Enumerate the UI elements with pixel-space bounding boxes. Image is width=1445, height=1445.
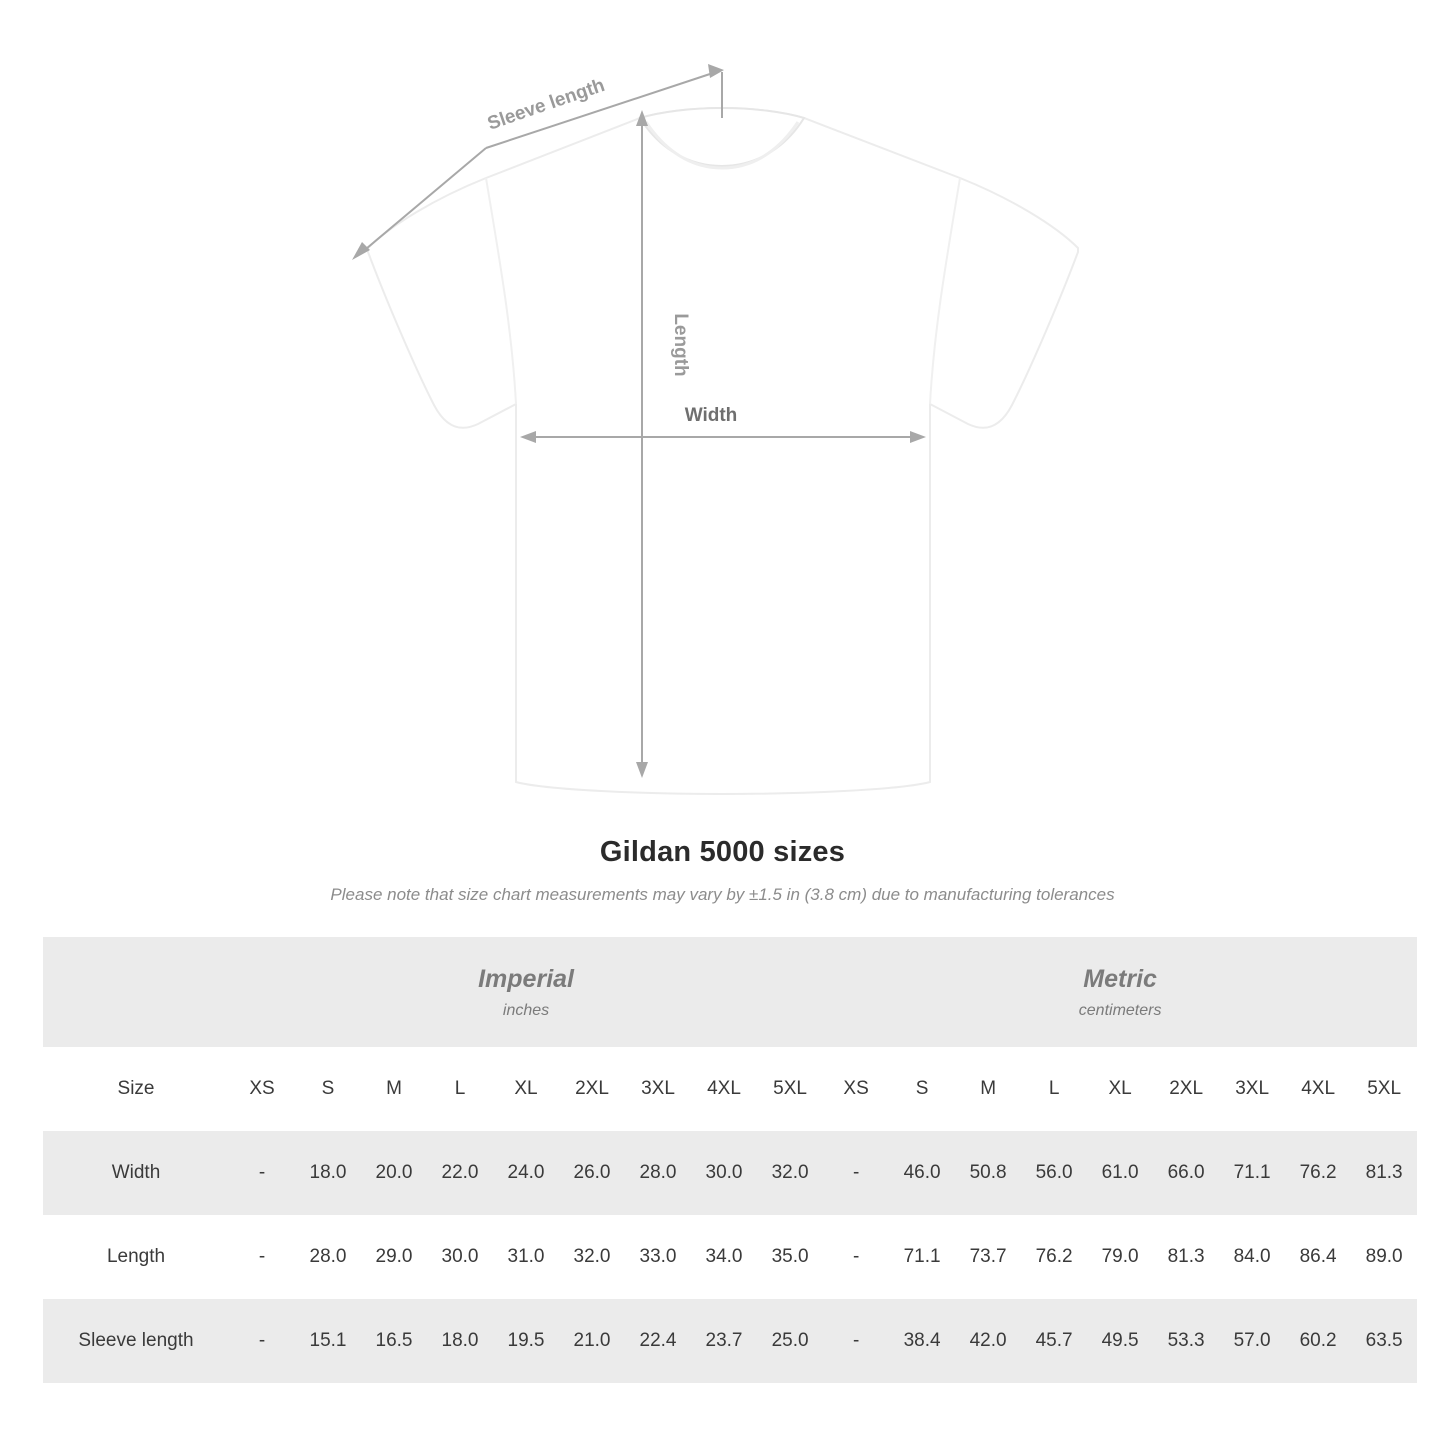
- cell-width-metric-3xl: 71.1: [1219, 1131, 1285, 1215]
- cell-width-metric-5xl: 81.3: [1351, 1131, 1417, 1215]
- cell-sleeve-metric-5xl: 63.5: [1351, 1299, 1417, 1383]
- page-title: Gildan 5000 sizes: [599, 836, 846, 868]
- shirt-body: [368, 108, 1078, 794]
- size-header-imperial-5xl: 5XL: [757, 1047, 823, 1131]
- cell-length-metric-5xl: 89.0: [1351, 1215, 1417, 1299]
- cell-sleeve-metric-l: 45.7: [1021, 1299, 1087, 1383]
- table-row: [43, 1131, 1417, 1215]
- cell-width-metric-m: 50.8: [955, 1131, 1021, 1215]
- size-header-imperial-2xl: 2XL: [559, 1047, 625, 1131]
- svg-text:Width: Width: [684, 405, 738, 426]
- cell-length-metric-s: 71.1: [889, 1215, 955, 1299]
- cell-length-metric-xl: 79.0: [1087, 1215, 1153, 1299]
- table-row: [43, 1299, 1417, 1383]
- cell-length-imperial-s: 28.0: [295, 1215, 361, 1299]
- cell-width-imperial-2xl: 26.0: [559, 1131, 625, 1215]
- cell-width-metric-xl: 61.0: [1087, 1131, 1153, 1215]
- size-header-metric-xl: XL: [1087, 1047, 1153, 1131]
- row-label-length: Length: [43, 1215, 229, 1299]
- cell-length-metric-4xl: 86.4: [1285, 1215, 1351, 1299]
- table-row: [43, 1215, 1417, 1299]
- size-header-imperial-4xl: 4XL: [691, 1047, 757, 1131]
- unit-imperial-sub: inches: [502, 1002, 550, 1019]
- cell-sleeve-imperial-xl: 19.5: [493, 1299, 559, 1383]
- cell-sleeve-imperial-2xl: 21.0: [559, 1299, 625, 1383]
- cell-sleeve-metric-m: 42.0: [955, 1299, 1021, 1383]
- cell-length-imperial-5xl: 35.0: [757, 1215, 823, 1299]
- cell-length-imperial-4xl: 34.0: [691, 1215, 757, 1299]
- width-label: [685, 405, 738, 426]
- row-label-width: Width: [43, 1131, 229, 1215]
- cell-sleeve-imperial-3xl: 22.4: [625, 1299, 691, 1383]
- cell-length-metric-xs: -: [823, 1215, 889, 1299]
- row-label-sleeve-length: Sleeve length: [43, 1299, 229, 1383]
- title-block: [0, 836, 1445, 905]
- size-header-imperial-s: S: [295, 1047, 361, 1131]
- cell-sleeve-imperial-4xl: 23.7: [691, 1299, 757, 1383]
- cell-width-metric-s: 46.0: [889, 1131, 955, 1215]
- size-header-imperial-l: L: [427, 1047, 493, 1131]
- cell-width-imperial-xl: 24.0: [493, 1131, 559, 1215]
- cell-length-imperial-l: 30.0: [427, 1215, 493, 1299]
- cell-sleeve-imperial-m: 16.5: [361, 1299, 427, 1383]
- size-header-metric-3xl: 3XL: [1219, 1047, 1285, 1131]
- cell-width-imperial-3xl: 28.0: [625, 1131, 691, 1215]
- cell-sleeve-metric-s: 38.4: [889, 1299, 955, 1383]
- unit-metric-name: Metric: [1083, 965, 1157, 993]
- cell-length-metric-2xl: 81.3: [1153, 1215, 1219, 1299]
- unit-imperial-cell: [229, 937, 823, 1047]
- tolerance-note: Please note that size chart measurements may vary by ±1.5 in (3.8 cm) due to manufacturing tolerances: [330, 885, 1115, 904]
- size-header-label: Size: [43, 1047, 229, 1131]
- cell-width-imperial-s: 18.0: [295, 1131, 361, 1215]
- unit-metric-sub: centimeters: [1078, 1002, 1162, 1019]
- size-header-metric-xs: XS: [823, 1047, 889, 1131]
- units-row-spacer: [43, 937, 229, 1047]
- cell-length-imperial-xs: -: [229, 1215, 295, 1299]
- cell-sleeve-metric-xl: 49.5: [1087, 1299, 1153, 1383]
- cell-width-imperial-5xl: 32.0: [757, 1131, 823, 1215]
- size-header-imperial-3xl: 3XL: [625, 1047, 691, 1131]
- length-label: [670, 313, 691, 376]
- unit-metric-cell: [823, 937, 1417, 1047]
- size-header-metric-l: L: [1021, 1047, 1087, 1131]
- cell-sleeve-metric-xs: -: [823, 1299, 889, 1383]
- cell-sleeve-imperial-l: 18.0: [427, 1299, 493, 1383]
- cell-width-metric-4xl: 76.2: [1285, 1131, 1351, 1215]
- size-header-metric-s: S: [889, 1047, 955, 1131]
- cell-width-imperial-m: 20.0: [361, 1131, 427, 1215]
- cell-sleeve-metric-4xl: 60.2: [1285, 1299, 1351, 1383]
- size-header-metric-4xl: 4XL: [1285, 1047, 1351, 1131]
- cell-length-metric-l: 76.2: [1021, 1215, 1087, 1299]
- size-header-metric-2xl: 2XL: [1153, 1047, 1219, 1131]
- size-header-imperial-xl: XL: [493, 1047, 559, 1131]
- cell-sleeve-imperial-xs: -: [229, 1299, 295, 1383]
- sleeve-arrow-start: [352, 242, 370, 260]
- cell-length-imperial-m: 29.0: [361, 1215, 427, 1299]
- size-header-metric-5xl: 5XL: [1351, 1047, 1417, 1131]
- sleeve-length-label: [485, 75, 608, 135]
- svg-text:Sleeve length: Sleeve length: [484, 74, 608, 135]
- cell-sleeve-imperial-5xl: 25.0: [757, 1299, 823, 1383]
- size-header-row: [43, 1047, 1417, 1131]
- size-chart-table: [43, 937, 1417, 1383]
- cell-sleeve-metric-2xl: 53.3: [1153, 1299, 1219, 1383]
- cell-width-imperial-l: 22.0: [427, 1131, 493, 1215]
- cell-width-imperial-4xl: 30.0: [691, 1131, 757, 1215]
- size-header-imperial-m: M: [361, 1047, 427, 1131]
- cell-width-metric-2xl: 66.0: [1153, 1131, 1219, 1215]
- cell-width-metric-xs: -: [823, 1131, 889, 1215]
- cell-length-imperial-3xl: 33.0: [625, 1215, 691, 1299]
- size-header-metric-m: M: [955, 1047, 1021, 1131]
- cell-length-metric-3xl: 84.0: [1219, 1215, 1285, 1299]
- cell-width-metric-l: 56.0: [1021, 1131, 1087, 1215]
- size-header-imperial-xs: XS: [229, 1047, 295, 1131]
- size-chart-table-wrapper: [43, 937, 1402, 1383]
- cell-length-metric-m: 73.7: [955, 1215, 1021, 1299]
- cell-sleeve-metric-3xl: 57.0: [1219, 1299, 1285, 1383]
- cell-length-imperial-2xl: 32.0: [559, 1215, 625, 1299]
- cell-width-imperial-xs: -: [229, 1131, 295, 1215]
- units-header-row: [43, 937, 1417, 1047]
- cell-length-imperial-xl: 31.0: [493, 1215, 559, 1299]
- unit-imperial-name: Imperial: [478, 965, 574, 993]
- cell-sleeve-imperial-s: 15.1: [295, 1299, 361, 1383]
- svg-text:Length: Length: [670, 313, 691, 377]
